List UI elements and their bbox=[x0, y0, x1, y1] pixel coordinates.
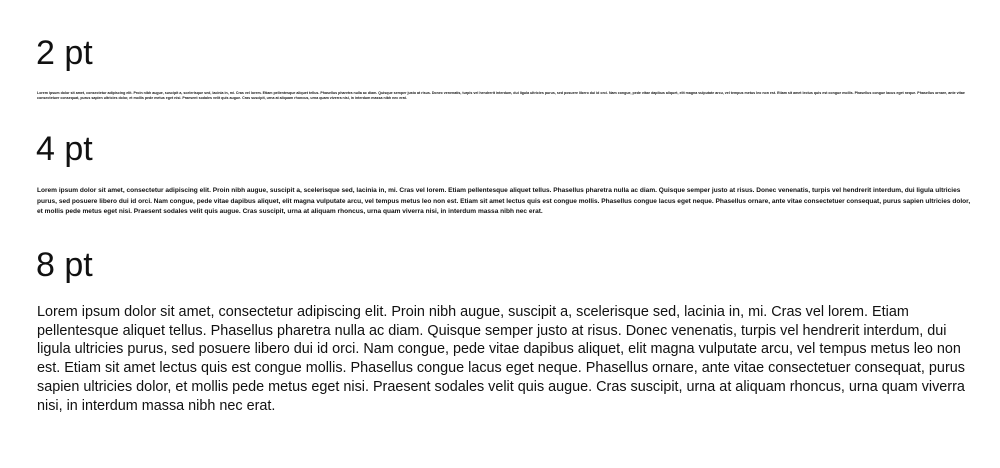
sample-paragraph-8pt: Lorem ipsum dolor sit amet, consectetur adipiscing elit. Proin nibh augue, suscipit a, scelerisque sed, lacinia in, mi. Cras vel lorem. Etiam pellentesque aliquet tellus. Phasellus pharetra nulla ac diam. Quisque semper justo at risus. Donec venenatis, turpis vel hendrerit interdum, dui ligula ultricies purus, sed posuere libero dui id orci. Nam congue, pede vitae dapibus aliquet, elit magna vulputate arcu, vel tempus metus leo non est. Etiam sit amet lectus quis est congue mollis. Phasellus congue lacus eget neque. Phasellus ornare, ante vitae consectetuer consequat, purus sapien ultricies dolor, et mollis pede metus eget nisi. Praesent sodales velit quis augue. Cras suscipit, urna at aliquam rhoncus, urna quam viverra nisi, in interdum massa nibh nec erat. bbox=[37, 304, 965, 414]
sample-paragraph-2pt: Lorem ipsum dolor sit amet, consectetur adipiscing elit. Proin nibh augue, suscipit a, scelerisque sed, lacinia in, mi. Cras vel lorem. Etiam pellentesque aliquet tellus. Phasellus pharetra nulla ac diam. Quisque semper justo at risus. Donec venenatis, turpis vel hendrerit interdum, dui ligula ultricies purus, sed posuere libero dui id orci. Nam congue, pede vitae dapibus aliquet, elit magna vulputate arcu, vel tempus metus leo non est. Etiam sit amet lectus quis est congue mollis. Phasellus congue lacus eget neque. Phasellus ornare, ante vitae consectetuer consequat, purus sapien ultricies dolor, et mollis pede metus eget nisi. Praesent sodales velit quis augue. Cras suscipit, urna at aliquam rhoncus, urna quam viverra nisi, in interdum massa nibh nec erat. bbox=[37, 91, 965, 100]
heading-2pt: 2 pt bbox=[36, 34, 93, 72]
heading-4pt: 4 pt bbox=[36, 130, 93, 168]
sample-paragraph-4pt: Lorem ipsum dolor sit amet, consectetur adipiscing elit. Proin nibh augue, suscipit a, scelerisque sed, lacinia in, mi. Cras vel lorem. Etiam pellentesque aliquet tellus. Phasellus pharetra nulla ac diam. Quisque semper justo at risus. Donec venenatis, turpis vel hendrerit interdum, dui ligula ultricies purus, sed posuere libero dui id orci. Nam congue, pede vitae dapibus aliquet, elit magna vulputate arcu, vel tempus metus leo non est. Etiam sit amet lectus quis est congue mollis. Phasellus congue lacus eget neque. Phasellus ornare, ante vitae consectetuer consequat, purus sapien ultricies dolor, et mollis pede metus eget nisi. Praesent sodales velit quis augue. Cras suscipit, urna at aliquam rhoncus, urna quam viverra nisi, in interdum massa nibh nec erat. bbox=[37, 187, 971, 215]
heading-8pt: 8 pt bbox=[36, 246, 93, 284]
